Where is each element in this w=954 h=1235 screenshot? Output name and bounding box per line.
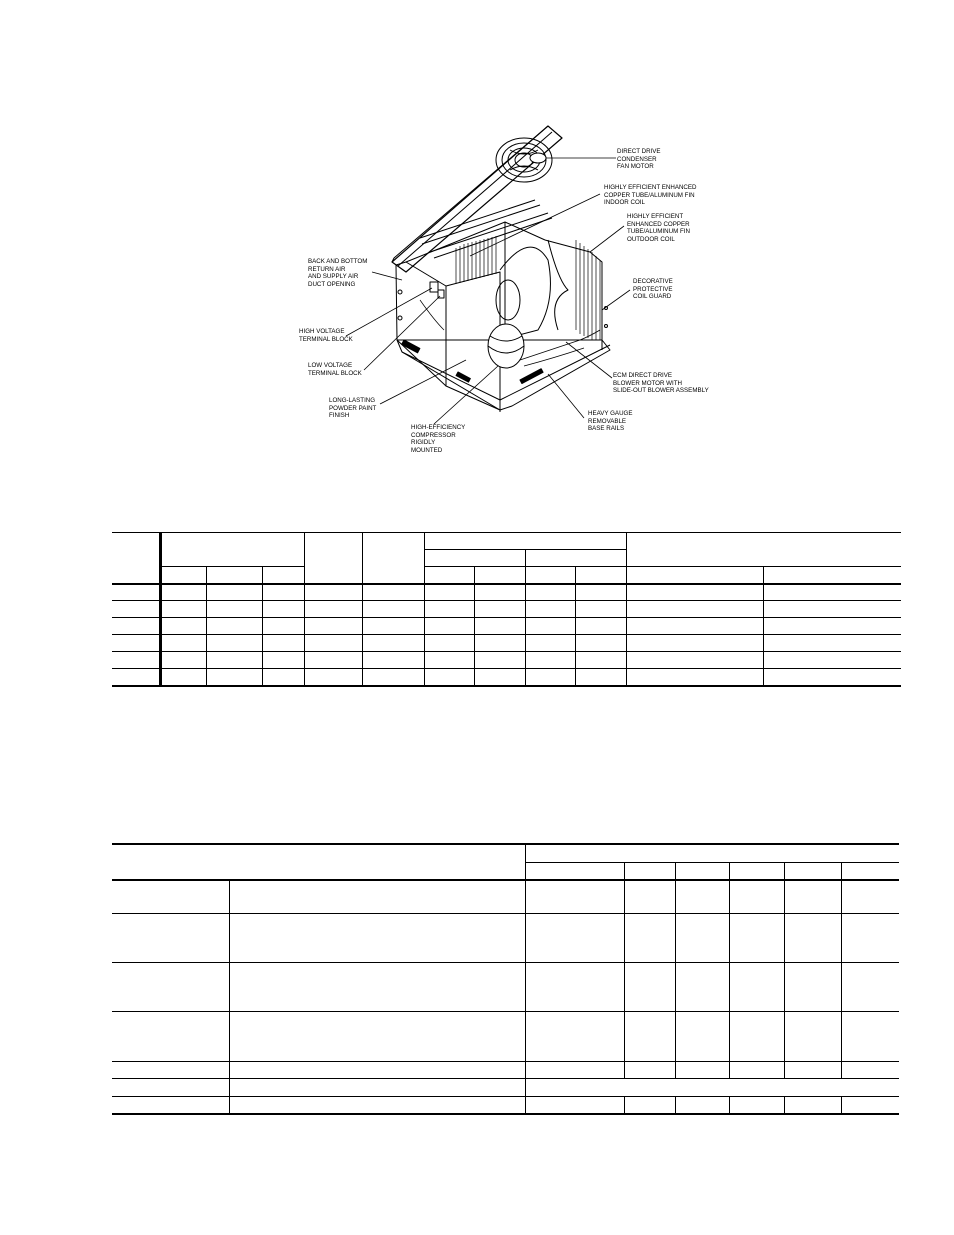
table-row (112, 913, 899, 962)
callout-low-voltage: LOW VOLTAGE TERMINAL BLOCK (308, 362, 362, 377)
header-cell (304, 533, 362, 584)
indoor-coil (456, 236, 496, 284)
table-row (112, 1011, 899, 1061)
callout-base-rails: HEAVY GAUGE REMOVABLE BASE RAILS (588, 410, 633, 433)
table-row (112, 652, 901, 669)
header-cell (525, 550, 626, 567)
header-cell (206, 567, 262, 584)
header-cell (626, 533, 901, 567)
header-cell (841, 862, 899, 880)
callout-compressor: HIGH-EFFICIENCY COMPRESSOR RIGIDLY MOUNTED (411, 424, 466, 454)
callout-paint-finish: LONG-LASTING POWDER PAINT FINISH (329, 397, 377, 420)
header-cell (624, 862, 675, 880)
header-cell (729, 862, 784, 880)
callout-outdoor-coil: HIGHLY EFFICIENT ENHANCED COPPER TUBE/ALUMINUM FIN OUTDOOR COIL (627, 213, 690, 243)
top-cover (392, 126, 562, 272)
table-row (112, 584, 901, 601)
header-cell (525, 844, 899, 862)
header-cell (675, 862, 729, 880)
specifications-table (112, 843, 899, 1115)
header-cell (262, 567, 304, 584)
table-row (112, 1096, 899, 1114)
callout-condenser-fan-motor: DIRECT DRIVE CONDENSER FAN MOTOR (617, 148, 661, 171)
callout-ecm-motor: ECM DIRECT DRIVE BLOWER MOTOR WITH SLIDE-OUT BLOWER ASSEMBLY (613, 372, 709, 395)
compressor (488, 324, 524, 368)
header-cell (362, 533, 424, 584)
header-cell (525, 862, 624, 880)
callout-return-air: BACK AND BOTTOM RETURN AIR AND SUPPLY AIR DUCT OPENING (308, 258, 368, 288)
header-cell (112, 844, 525, 880)
outdoor-coil (576, 240, 600, 340)
header-cell (160, 533, 304, 567)
header-cell (160, 567, 206, 584)
ratings-table (112, 532, 901, 687)
header-cell (525, 567, 575, 584)
table-row (112, 618, 901, 635)
callout-indoor-coil: HIGHLY EFFICIENT ENHANCED COPPER TUBE/ALUMINUM FIN INDOOR COIL (604, 184, 697, 207)
table-row (112, 1078, 899, 1096)
table-row (112, 880, 899, 913)
header-cell (112, 533, 160, 584)
header-cell (784, 862, 841, 880)
unit-cutaway-illustration (0, 0, 954, 470)
header-cell (474, 567, 525, 584)
table-row (112, 601, 901, 618)
high-voltage-terminal (430, 282, 438, 292)
table-row (112, 635, 901, 652)
table-row (112, 1061, 899, 1078)
header-cell (763, 567, 901, 584)
header-cell (575, 567, 626, 584)
table-row (112, 962, 899, 1011)
header-cell (424, 567, 474, 584)
header-cell (626, 567, 763, 584)
callout-coil-guard: DECORATIVE PROTECTIVE COIL GUARD (633, 278, 673, 301)
callout-high-voltage: HIGH VOLTAGE TERMINAL BLOCK (299, 328, 353, 343)
header-cell (424, 533, 626, 550)
table-row (112, 669, 901, 686)
header-cell (424, 550, 525, 567)
